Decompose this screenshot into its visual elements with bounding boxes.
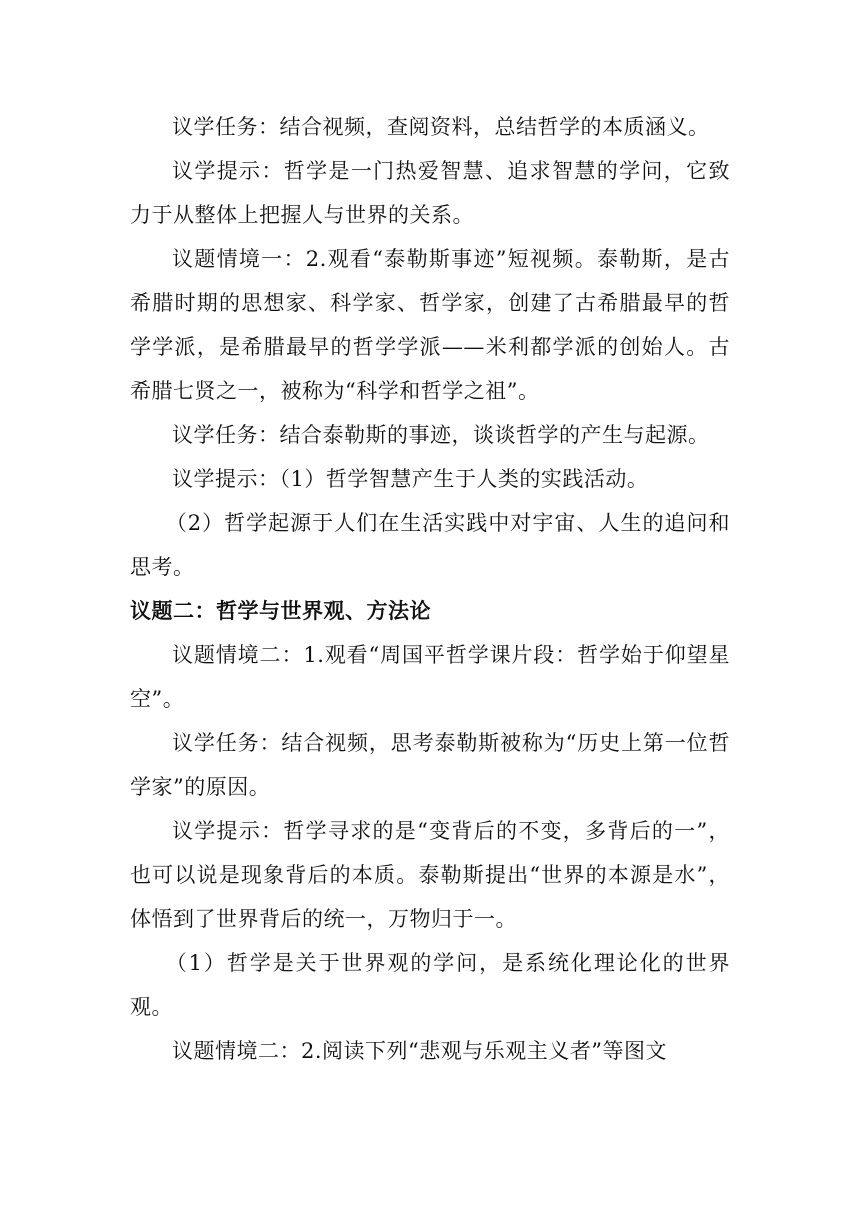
- paragraph-worldview: （1）哲学是关于世界观的学问，是系统化理论化的世界观。: [130, 951, 730, 1019]
- paragraph-task-origin: 议学任务：结合泰勒斯的事迹，谈谈哲学的产生与起源。: [172, 423, 710, 447]
- paragraph-scenario-thales: 议题情境一：2.观看“泰勒斯事迹”短视频。泰勒斯，是古希腊时期的思想家、科学家、哲学家，创建了古希腊最早的哲学学派，是希腊最早的哲学学派——米利都学派的创始人。古希腊七贤之一，被称为“科学和哲学之祖”。: [130, 247, 730, 403]
- paragraph-task-first-philosopher: 议学任务：结合视频，思考泰勒斯被称为“历史上第一位哲学家”的原因。: [130, 731, 730, 799]
- paragraph-hint-philosophy: 议学提示：哲学是一门热爱智慧、追求智慧的学问，它致力于从整体上把握人与世界的关系。: [130, 159, 730, 227]
- paragraph-scenario-reading: 议题情境二：2.阅读下列“悲观与乐观主义者”等图文: [172, 1039, 668, 1063]
- paragraph-task-essence: 议学任务：结合视频，查阅资料，总结哲学的本质涵义。: [172, 115, 710, 139]
- section-heading: 议题二：哲学与世界观、方法论: [130, 599, 431, 623]
- paragraph-hint-essence: 议学提示：哲学寻求的是“变背后的不变，多背后的一”，也可以说是现象背后的本质。泰勒斯提出“世界的本源是水”，体悟到了世界背后的统一，万物归于一。: [130, 819, 730, 931]
- paragraph-hint-origin: （2）哲学起源于人们在生活实践中对宇宙、人生的追问和思考。: [130, 511, 730, 579]
- paragraph-scenario-video: 议题情境二：1.观看“周国平哲学课片段：哲学始于仰望星空”。: [130, 643, 730, 711]
- document-body: [130, 105, 730, 1073]
- paragraph-hint-practice: 议学提示：（1）哲学智慧产生于人类的实践活动。: [172, 467, 649, 491]
